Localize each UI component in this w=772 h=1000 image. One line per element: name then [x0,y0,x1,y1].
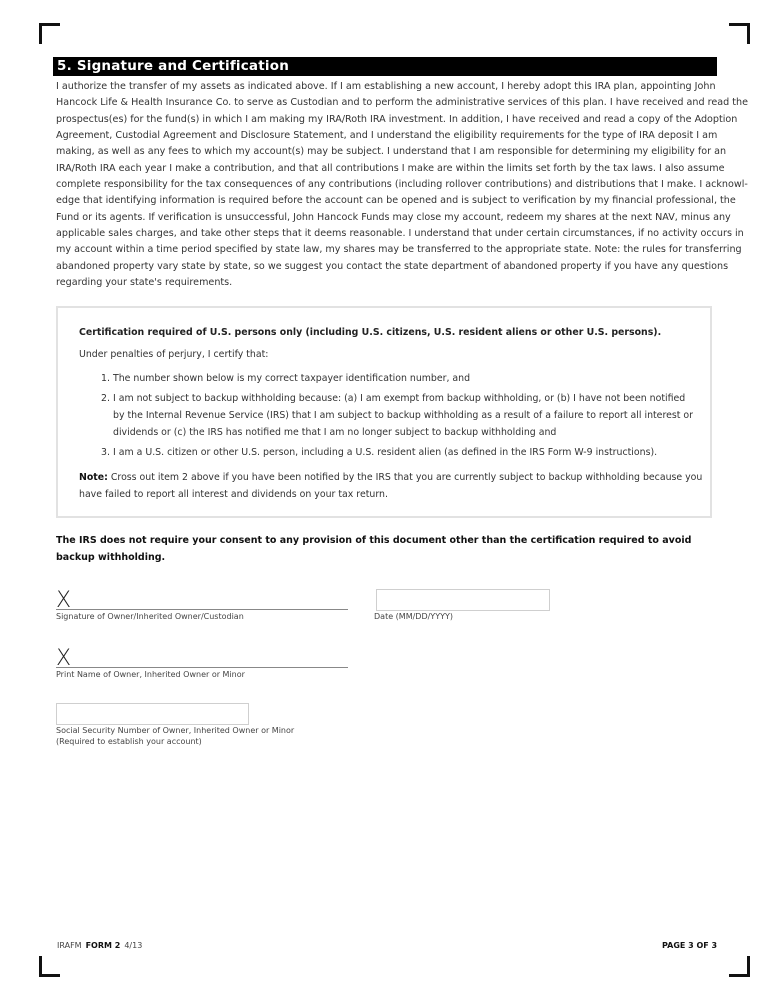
date-input[interactable] [376,589,550,611]
item-text: I am a U.S. citizen or other U.S. person, including a U.S. resident alien (as defined in the IRS Form W-9 instructions). [113,447,658,458]
paragraph-line: I authorize the transfer of my assets as indicated above. If I am establishing a new account, I hereby adopt this IRA plan, appointing John [56,81,716,92]
item-text: The number shown below is my correct taxpayer identification number, and [113,373,471,384]
print-name-label: Print Name of Owner, Inherited Owner or Minor [56,670,245,679]
crop-mark-top-right [729,23,750,44]
crop-mark-bottom-right [729,956,750,977]
item-text: dividends or (c) the IRS has notified me that I am no longer subject to backup withholding and [113,427,557,438]
ssn-label [56,726,294,747]
date-label: Date (MM/DD/YYYY) [374,612,453,621]
item-number: 3. [101,447,110,458]
certification-note [79,469,702,503]
form-code: IRAFM [57,941,82,950]
item-text: I am not subject to backup withholding because: (a) I am exempt from backup withholding, or (b) I have not been notified [113,393,686,404]
print-name-x-mark: X [56,646,72,671]
consent-line: backup withholding. [56,552,166,563]
item-number: 1. [101,373,110,384]
page-number: PAGE 3 OF 3 [662,941,718,950]
paragraph-line: complete responsibility for the tax consequences of any contributions (including rollover contributions) and distributions that I make. I acknowl- [56,179,748,191]
crop-mark-bottom-left [39,956,60,977]
certification-item-2 [101,390,693,441]
note-text: have failed to report all interest and dividends on your tax return. [79,489,388,500]
paragraph-line: Fund or its agents. If verification is unsuccessful, John Hancock Funds may close my account, redeem my shares at the next NAV, minus any [56,211,731,223]
ssn-label-line: (Required to establish your account) [56,736,202,746]
paragraph-line: abandoned property vary state by state, so we suggest you contact the state department of abandoned property if you have any questions [56,260,729,272]
signature-label: Signature of Owner/Inherited Owner/Custodian [56,612,244,621]
signature-field[interactable] [56,609,348,610]
form-date: 4/13 [124,941,143,950]
note-label: Note: [79,472,108,483]
irs-consent-statement [56,532,691,566]
signature-x-mark: X [56,588,72,613]
section-title: 5. Signature and Certification [53,57,717,76]
paragraph-line: my account within a time period specified by state law, my shares may be transferred to the appropriate state. Note: the rules for transferring [56,244,742,256]
consent-line: The IRS does not require your consent to any provision of this document other than the certification required to avoid [56,535,692,546]
print-name-field[interactable] [56,667,348,668]
ssn-label-line: Social Security Number of Owner, Inherited Owner or Minor [56,726,295,735]
authorization-paragraph [56,79,749,291]
form-identifier [57,941,142,950]
certification-item-3 [101,444,657,461]
ssn-input[interactable] [56,703,249,725]
certification-title: Certification required of U.S. persons only (including U.S. citizens, U.S. resident aliens or other U.S. persons). [79,327,662,338]
item-number: 2. [101,393,110,404]
paragraph-line: Agreement, Custodial Agreement and Disclosure Statement, and I understand the eligibility requirements for the type of IRA deposit I am [56,130,718,142]
paragraph-line: edge that identifying information is required before the account can be opened and is subject to verification by my financial professional, the [56,195,736,207]
paragraph-line: prospectus(es) for the fund(s) in which I am making my IRA/Roth IRA investment. In addition, I have received and read a copy of the Adoption [56,113,738,125]
paragraph-line: making, as well as any fees to which my account(s) may be subject. I understand that I am responsible for determining my eligibility for an [56,146,727,158]
paragraph-line: IRA/Roth IRA each year I make a contribution, and that all contributions I make are within the limits set forth by the tax laws. I also assume [56,162,725,174]
paragraph-line: Hancock Life & Health Insurance Co. to serve as Custodian and to perform the administrative services of this plan. I have received and read the [56,97,749,109]
paragraph-line: regarding your state's requirements. [56,277,233,289]
paragraph-line: applicable sales charges, and take other steps that it deems reasonable. I understand that under certain circumstances, if no activity occurs in [56,228,744,240]
crop-mark-top-left [39,23,60,44]
certification-item-1 [101,370,470,387]
form-name: FORM 2 [85,941,121,950]
note-text: Cross out item 2 above if you have been notified by the IRS that you are currently subject to backup withholding because you [107,472,703,483]
item-text: by the Internal Revenue Service (IRS) that I am subject to backup withholding as a result of a failure to report all interest or [113,410,693,421]
certification-intro: Under penalties of perjury, I certify that: [79,349,269,360]
